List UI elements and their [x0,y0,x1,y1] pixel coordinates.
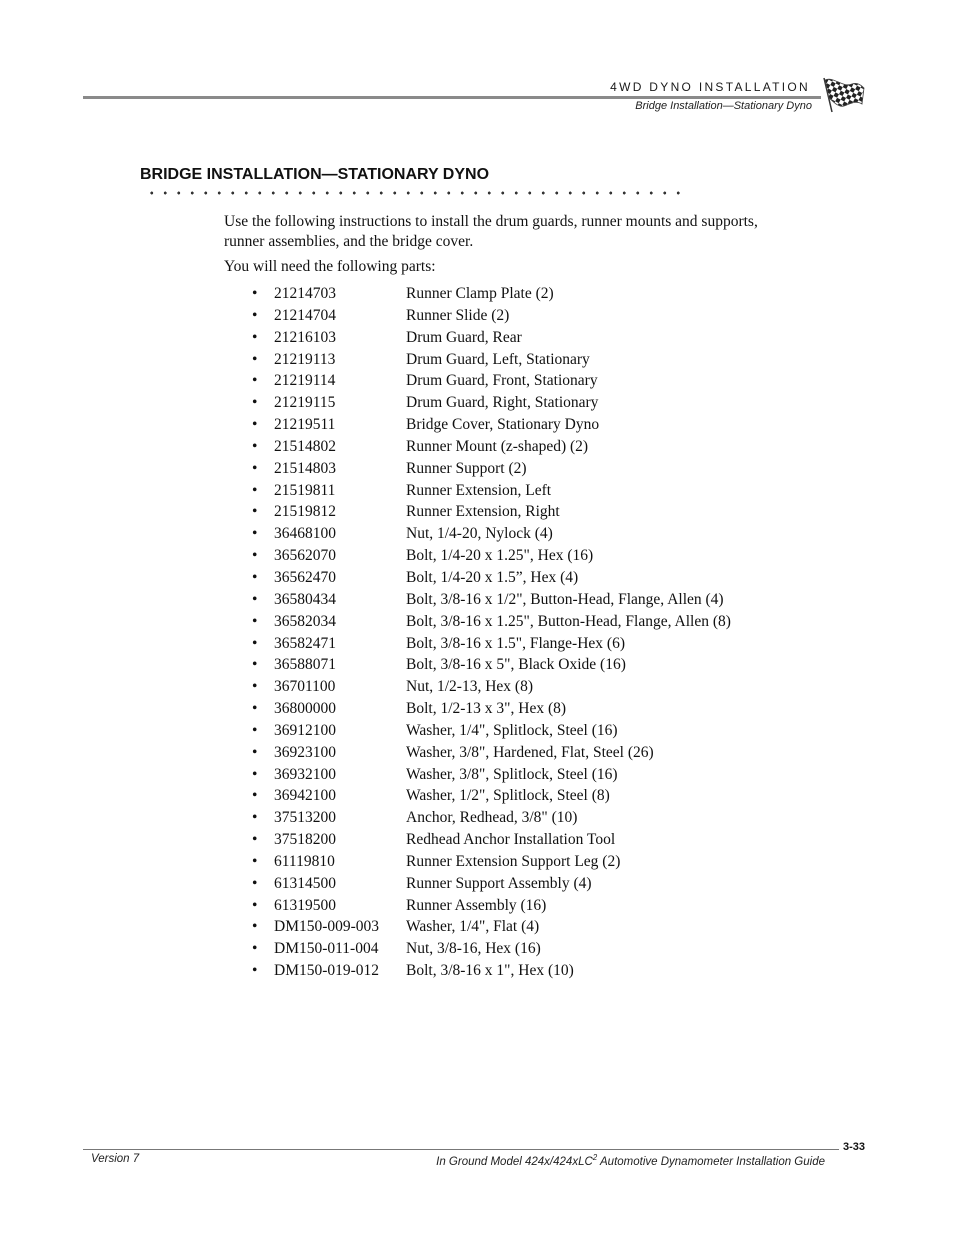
part-description: Runner Assembly (16) [406,896,547,914]
part-description: Washer, 1/4", Flat (4) [406,918,540,936]
part-number: 36701100 [274,678,336,696]
bullet-icon: • [252,612,258,630]
bullet-icon: • [252,416,258,434]
bullet-icon: • [252,306,258,324]
part-description: Bolt, 3/8-16 x 5", Black Oxide (16) [406,656,626,674]
guide-title-superscript: 2 [592,1153,598,1162]
part-description: Bolt, 3/8-16 x 1", Hex (10) [406,962,574,980]
part-description: Runner Extension Support Leg (2) [406,852,621,870]
part-number: 36942100 [274,787,336,805]
part-description: Runner Extension, Left [406,481,552,499]
checkered-flag-icon [818,74,866,116]
bullet-icon: • [252,547,258,565]
section-title: BRIDGE INSTALLATION—STATIONARY DYNO [140,166,490,183]
part-number: 61119810 [274,852,335,870]
part-number: 36562070 [274,547,336,565]
part-number: 21214704 [274,306,336,324]
part-description: Drum Guard, Front, Stationary [406,372,598,390]
bullet-icon: • [252,765,258,783]
part-description: Runner Support Assembly (4) [406,874,592,892]
part-number: DM150-011-004 [274,940,379,958]
part-number: 36468100 [274,525,336,543]
part-description: Runner Support (2) [406,459,527,477]
part-number: 36923100 [274,743,336,761]
parts-needed-label: You will need the following parts: [224,258,436,275]
part-number: 36912100 [274,721,336,739]
part-description: Bolt, 3/8-16 x 1/2", Button-Head, Flange, Allen (4) [406,590,724,608]
part-number: 36800000 [274,700,336,718]
bullet-icon: • [252,962,258,980]
bullet-icon: • [252,590,258,608]
part-number: 36562470 [274,568,336,586]
bullet-icon: • [252,874,258,892]
part-number: DM150-009-003 [274,918,380,936]
part-number: DM150-019-012 [274,962,380,980]
part-number: 37513200 [274,809,336,827]
part-number: 61314500 [274,874,336,892]
bullet-icon: • [252,852,258,870]
bullet-icon: • [252,503,258,521]
part-number: 21214703 [274,285,336,302]
bullet-icon: • [252,459,258,477]
part-number: 21514802 [274,437,336,455]
part-number: 36580434 [274,590,336,608]
part-description: Runner Slide (2) [406,306,510,324]
bullet-icon: • [252,350,258,368]
part-description: Bolt, 1/4-20 x 1.5”, Hex (4) [406,568,579,586]
part-number: 36932100 [274,765,336,783]
part-number: 21519812 [274,503,336,521]
bullet-icon: • [252,809,258,827]
bullet-icon: • [252,940,258,958]
bullet-icon: • [252,634,258,652]
intro-paragraph: Use the following instructions to install the drum guards, runner mounts and supports, runner assemblies, and the bridge cover. [224,213,758,250]
part-number: 37518200 [274,831,336,849]
bullet-icon: • [252,481,258,499]
part-number: 21219114 [274,372,336,390]
bullet-icon: • [252,394,258,412]
part-description: Drum Guard, Rear [406,328,522,346]
bullet-icon: • [252,787,258,805]
part-description: Runner Clamp Plate (2) [406,285,554,302]
part-number: 36582471 [274,634,336,652]
bullet-icon: • [252,285,258,302]
part-description: Nut, 1/2-13, Hex (8) [406,678,533,696]
header-title: 4WD DYNO INSTALLATION [610,80,810,94]
part-description: Bolt, 1/2-13 x 3", Hex (8) [406,700,567,718]
part-description: Anchor, Redhead, 3/8" (10) [406,809,578,827]
guide-title-suffix: Automotive Dynamometer Installation Guide [597,1155,825,1168]
part-number: 21519811 [274,481,336,499]
part-number: 21216103 [274,328,336,346]
part-description: Bolt, 3/8-16 x 1.5", Flange-Hex (6) [406,634,625,652]
part-description: Bolt, 1/4-20 x 1.25", Hex (16) [406,547,594,565]
part-description: Runner Mount (z-shaped) (2) [406,437,589,455]
part-description: Washer, 3/8", Hardened, Flat, Steel (26) [406,743,654,761]
part-number: 21219113 [274,350,336,368]
bullet-icon: • [252,721,258,739]
part-number: 36582034 [274,612,336,630]
bullet-icon: • [252,918,258,936]
bullet-icon: • [252,896,258,914]
dotted-divider [145,191,685,195]
part-description: Nut, 1/4-20, Nylock (4) [406,525,553,543]
part-description: Redhead Anchor Installation Tool [406,831,616,849]
bullet-icon: • [252,328,258,346]
bullet-icon: • [252,678,258,696]
header-subtitle: Bridge Installation—Stationary Dyno [635,100,812,112]
part-description: Bolt, 3/8-16 x 1.25", Button-Head, Flange, Allen (8) [406,612,731,630]
part-description: Bridge Cover, Stationary Dyno [406,416,600,434]
bullet-icon: • [252,437,258,455]
part-number: 21219511 [274,416,336,434]
part-number: 36588071 [274,656,336,674]
bullet-icon: • [252,656,258,674]
bullet-icon: • [252,372,258,390]
page-number: 3-33 [843,1141,866,1153]
footer-guide-title [436,1153,825,1168]
header-rule [83,96,821,99]
bullet-icon: • [252,743,258,761]
guide-title-prefix: In Ground Model 424x/424xLC [436,1155,593,1168]
footer-rule [83,1149,839,1150]
part-description: Washer, 1/4", Splitlock, Steel (16) [406,721,618,739]
bullet-icon: • [252,831,258,849]
part-description: Drum Guard, Right, Stationary [406,394,599,412]
footer-version: Version 7 [91,1153,140,1165]
part-description: Washer, 1/2", Splitlock, Steel (8) [406,787,610,805]
bullet-icon: • [252,700,258,718]
part-number: 21514803 [274,459,336,477]
bullet-icon: • [252,525,258,543]
bullet-icon: • [252,568,258,586]
part-description: Nut, 3/8-16, Hex (16) [406,940,541,958]
part-description: Drum Guard, Left, Stationary [406,350,590,368]
part-number: 21219115 [274,394,336,412]
part-description: Runner Extension, Right [406,503,560,521]
part-description: Washer, 3/8", Splitlock, Steel (16) [406,765,618,783]
part-number: 61319500 [274,896,336,914]
